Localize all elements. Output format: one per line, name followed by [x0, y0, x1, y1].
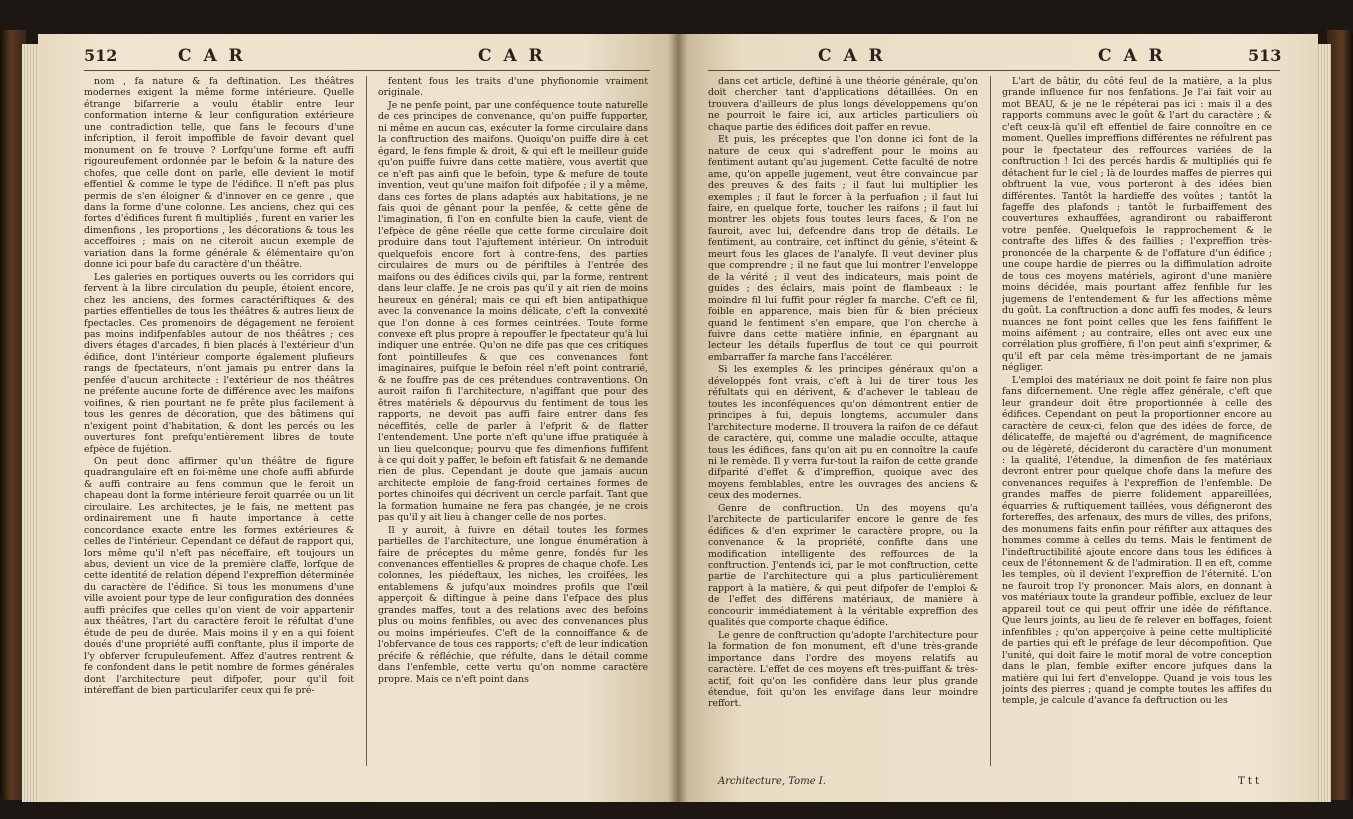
signature-mark: T t t: [1238, 776, 1260, 787]
volume-footer: Architecture, Tome I.: [718, 776, 826, 787]
text-column-left: [84, 76, 354, 766]
paragraph: fentent fous les traits d'une phyfionomie vraiment originale.: [378, 76, 648, 99]
running-head: C A R: [178, 46, 246, 66]
paragraph: L'art de bâtir, du côté feul de la matière, a la plus grande influence fur nos fenfations. Je l'ai fait voir au mot BEAU, & je ne le répéterai pas ici : mais il a des rapports communs avec le goût & l'art du caractère ; & c'eft ceux-là qu'il eft effentiel de faire connoître en ce moment. Quelles impreffions différentes ne réfulrent pas pour le fpectateur des reffources variées de la conftruction ! Ici des percés hardis & multipliés qui fe détachent fur le ciel ; là de lourdes maffes de pierres qui obftruent la vue, vous porteront à des idées bien différentes. Tantôt la hardieffe des voûtes ; tantôt la fageffe des plafonds ; tantôt le furbaiffement des couvertures exhauffées, agrandiront ou rabaifferont votre penfée. Quelquefois le rapprochement & le contrafte des liffes & des faillies ; l'expreffion très-prononcée de la charpente & de l'offature d'un édifice ; une coupe hardie de pierres ou la diffimulation adroite de tous ces moyens matériels, agiront d'une manière moins décidée, mais pourtant affez fenfible fur les jugemens de l'entendement & fur les affections même du goût. La conftruction a donc auffi fes modes, & leurs nuances ne font point celles que les fens faififfent le moins aifément ; au contraire, elles ont avec eux une corrélation plus groffière, fi l'on peut ainfi s'exprimer, & qu'il eft par cela même très-important de ne jamais négliger.: [1002, 76, 1272, 374]
page-number: 512: [84, 46, 118, 65]
paragraph: Je ne penfe point, par une conféquence toute naturelle de ces principes de convenance, qu'on puiffe fupporter, ni même en aucun cas, exécuter la forme circulaire dans la conftruction des maifons. Quoiqu'on puiffe dire à cet égard, le fens fimple & droit, & qui eft le meilleur guide qu'on puiffe fuivre dans cette matière, vous avertit que ce n'eft pas ainfi que le befoin, type & mefure de toute invention, veut qu'une maifon foit difpofée ; il y a même, dans ces fortes de plans adaptés aux habitations, je ne fais quoi de gênant pour la penfée, & cette gêne de l'imagination, fi l'on en confulte bien la caufe, vient de l'efpèce de gêne réelle que cette forme circulaire doit produire dans tout l'ajuftement intérieur. On introduit quelquefois encore fort à contre-fens, des parties circulaires de murs ou de périftiles à l'entrée des maifons ou des édifices civils qui, par la forme, rentrent dans leur claffe. Je ne crois pas qu'il y ait rien de moins heureux en général; mais ce qui eft bien antipathique avec la convenance la moins délicate, c'eft la convexité que l'on donne à ces formes ceintrées. Toute forme convexe eft plus propre à repouffer le fpectateur qu'à lui indiquer une entrée. Qu'on ne dife pas que ces critiques font pointilleufes & que ces convenances font imaginaires, puifque le befoin réel n'eft point contrarié, & ne fouffre pas de ces prétendues contraventions. On auroit raifon fi l'architecture, n'agiffant que pour des êtres matériels & dépourvus du fentiment de tous les rapports, ne devoit pas auffi faire entrer dans fes néceffités, celle de parler à l'efprit & de flatter l'entendement. Une porte n'eft qu'une iffue pratiquée à un lieu quelconque; pourvu que fes dimenfions fuffifent à ce qui doit y paffer, le befoin eft fatisfait & ne demande rien de plus. Cependant je doute que jamais aucun architecte emploie de fang-froid certaines formes de portes chinoifes qui décrivent un cercle parfait. Tant que la formation humaine ne fera pas changée, je ne crois pas qu'il y ait lieu à changer celle de nos portes.: [378, 99, 648, 524]
left-page: [38, 34, 678, 802]
paragraph: Le genre de conftruction qu'adopte l'architecture pour la formation de fon monument, eft d'une très-grande importance dans l'ordre des moyens relatifs au caractère. L'effet de ces moyens eft très-puiffant & très-actif, foit qu'on les confidère dans leur plus grande étendue, foit qu'on les envifage dans leur moindre reffort.: [708, 629, 978, 710]
running-head: C A R: [1098, 46, 1166, 66]
column-divider: [990, 76, 991, 766]
paragraph: Et puis, les préceptes que l'on donne ici font de la nature de ceux qui s'adreffent pour le moins au fentiment autant qu'au jugement. Cette faculté de notre ame, qu'on appelle jugement, veut être convaincue par des preuves & des faits ; il faut lui multiplier les exemples ; il faut le forcer à la perfuafion ; il faut lui faire, en quelque forte, toucher les raifons ; il faut lui montrer les objets fous toutes leurs faces, & l'on ne fauroit, avec lui, defcendre dans trop de détails. Le fentiment, au contraire, cet inftinct du génie, s'éteint & meurt fous les glaces de l'analyfe. Il veut deviner plus que comprendre ; il ne faut que lui montrer l'enveloppe de la vérité ; il veut des indicateurs, mais point de guides ; des éclairs, mais point de flambeaux : le moindre fil lui fuffit pour régler fa marche. C'eft ce fil, foible en apparence, mais bien fûr & bien précieux quand le fentiment s'en empare, que l'on cherche à fuivre dans cette matière infinie, en épargnant au lecteur les détails fuperflus de tout ce qui pourroit embarraffer fa marche fans l'accélérer.: [708, 134, 978, 363]
header-rule: [84, 70, 650, 71]
text-column-left: [708, 76, 978, 766]
paragraph: Si les exemples & les principes généraux qu'on a développés font vrais, c'eft à lui de tirer tous les réfultats qui en dérivent, & d'achever le tableau de toutes les inconféquences qu'on démontrent entier de principes à fui, depuis longtems, accumuler dans l'architecture moderne. Il trouvera la raifon de ce défaut de caractère, qui, comme une maladie occulte, attaque tous les édifices, fans qu'on ait pu en connoître la caufe ni le remède. Il y verra fur-tout la raifon de cette grande difparité d'effet & d'impreffion, quoique avec des moyens femblables, entre les ouvrages des anciens & ceux des modernes.: [708, 364, 978, 502]
paragraph: On peut donc affirmer qu'un théâtre de figure quadrangulaire eft en foi-même une chofe auffi abfurde & auffi contraire au fens commun que le feroit un chapeau dont la forme intérieure feroit quarrée ou un lit circulaire. Les architectes, je le fais, ne mettent pas ordinairement une fi haute importance à cette concordance exacte entre les formes extérieures & celles de l'intérieur. Cependant ce défaut de rapport qui, lors même qu'il n'eft pas néceffaire, eft toujours un abus, devient un vice de la première claffe, lorfque de cette identité de relation dépend l'expreffion déterminée du caractère de l'édifice. Si tous les monumens d'une ville avoient pour type de leur configuration des données auffi précifes que celles qu'on vient de voir appartenir aux théâtres, l'art du caractère feroit le réfultat d'une étude de peu de durée. Mais moins il y en a qui foient doués d'une propriété auffi conftante, plus il importe de l'y obferver fcrupuleufement. Affez d'autres rentrent & fe confondent dans le petit nombre de formes générales dont l'architecture peut difpofer, pour qu'il foit intéreffant de bien particularifer ceux qui fe pré-: [84, 455, 354, 697]
running-head: C A R: [818, 46, 886, 66]
running-head: C A R: [478, 46, 546, 66]
paragraph: dans cet article, deftiné à une théorie générale, qu'on doit chercher tant d'applications détaillées. On en trouvera d'ailleurs de plus longs développemens qu'on ne pourroit le faire ici, aux articles particuliers où chaque partie des édifices doit paffer en revue.: [708, 76, 978, 133]
column-divider: [366, 76, 367, 766]
page-number: 513: [1248, 46, 1282, 65]
right-page: [678, 34, 1318, 802]
paragraph: Il y auroit, à fuivre en détail toutes les formes partielles de l'architecture, une longue énumération à faire de préceptes du même genre, fondés fur les convenances effentielles & propres de chaque chofe. Les colonnes, les piédeftaux, les niches, les croifées, les entablemens & jufqu'aux moindres profils que l'œil apperçoit & diftingue à peine dans l'efpace des plus grandes maffes, tout a des relations avec des befoins plus ou moins fenfibles, ou avec des convenances plus ou moins impérieufes. C'eft de la connoiffance & de l'obfervance de tous ces rapports; c'eft de leur indication précife & réfléchie, que réfulte, dans le détail comme dans l'enfemble, cette vertu qu'on nomme caractère propre. Mais ce n'eft point dans: [378, 524, 648, 685]
header-rule: [708, 70, 1280, 71]
paragraph: Genre de conftruction. Un des moyens qu'a l'architecte de particularifer encore le genre de fes édifices & d'en exprimer le caractère propre, ou la convenance & la propriété, confifte dans une modification intelligente des reffources de la conftruction. J'entends ici, par le mot conftruction, cette partie de l'architecture qui a plus particulièrement rapport à la matière, & qui peut difpofer de l'emploi & de l'effet des différens matériaux, de manière à concourir immédiatement à la véritable expreffion des qualités que comporte chaque édifice.: [708, 502, 978, 629]
paragraph: nom , fa nature & fa deftination. Les théâtres modernes exigent la même forme intérieure. Quelle étrange bifarrerie a voulu établir entre leur conformation interne & leur configuration extérieure une contradiction telle, que fans le fecours d'une infcription, il feroit impoffible de favoir devant quel monument on fe trouve ? Lorfqu'une forme eft auffi rigoureufement ordonnée par le befoin & la nature des chofes, que celle dont on parle, elle devient le motif effentiel & comme le type de l'édifice. Il n'eft pas plus permis de s'en éloigner & d'innover en ce genre , que dans la forme d'une colonne. Les anciens, chez qui ces fortes d'édifices furent fi multipliés , furent en varier les dimenfions , les proportions , les décorations & tous les acceffoires ; mais on ne citeroit aucun exemple de variation dans la forme générale & élémentaire qu'on donne ici pour bafe du caractère d'un théâtre.: [84, 76, 354, 271]
paragraph: L'emploi des matériaux ne doit point fe faire non plus fans difcernement. Une règle affez générale, c'eft que leur grandeur doit être proportionnée à celle des édifices. Cependant on peut la proportionner encore au caractère de ceux-ci, felon que des idées de force, de délicateffe, de majefté ou d'agrément, de magnificence ou de légèreté, décideront du caractère d'un monument : la qualité, l'étendue, la dimenfion de fes matériaux devront entrer pour quelque chofe dans la mefure des convenances requifes à l'expreffion de l'enfemble. De grandes maffes de pierre folidement appareillées, équarries & ruftiquement taillées, vous défigneront des fortereffes, des arfenaux, des murs de villes, des prifons, des monumens faits enfin pour réfifter aux attaques des hommes comme à celles du tems. Mais le fentiment de l'indeftructibilité ajoute encore dans tous les édifices à ceux de l'étonnement & de l'admiration. Il en eft, comme les temples, où il devient l'expreffion de l'éternité. L'on ne fauroit trop l'y prononcer. Mais alors, en donnant à vos matériaux toute la grandeur poffible, excluez de leur appareil tout ce qui peut offrir une idée de réfiftance. Que leurs joints, au lieu de fe relever en boffages, foient infenfibles ; qu'on apperçoive à peine cette multiplicité de parties qui eft le préfage de leur décompofition. Que l'unité, qui doit faire le motif moral de votre conception dans le plan, femble exifter encore jufques dans la matière qui lui fert d'enveloppe. Quand je vois tous les joints des pierres ; quand je compte toutes les affifes du temple, je calcule d'avance fa deftruction ou les: [1002, 374, 1272, 707]
book-gutter: [668, 34, 688, 802]
text-column-right: [378, 76, 648, 766]
paragraph: Les galeries en portiques ouverts ou les corridors qui fervent à la libre circulation du peuple, étoient encore, chez les anciens, des formes caractériftiques & des parties effentielles de tous les théâtres & autres lieux de fpectacles. Ces promenoirs de dégagement ne feroient pas moins indifpenfables autour de nos théâtres ; ces divers étages d'arcades, fi bien placés à l'extérieur d'un édifice, dont l'intérieur comporte également plufieurs rangs de fpectateurs, n'ont jamais pu entrer dans la penfée d'aucun architecte : l'extérieur de nos théâtres ne préfente aucune forte de différence avec les maifons voifines, & rien pourtant ne fe prête plus facilement à tous les genres de décoration, que des bâtimens qui n'exigent point d'habitation, & dont les percés ou les ouvertures font prefqu'entièrement libres de toute efpèce de fujétion.: [84, 271, 354, 455]
text-column-right: [1002, 76, 1272, 766]
